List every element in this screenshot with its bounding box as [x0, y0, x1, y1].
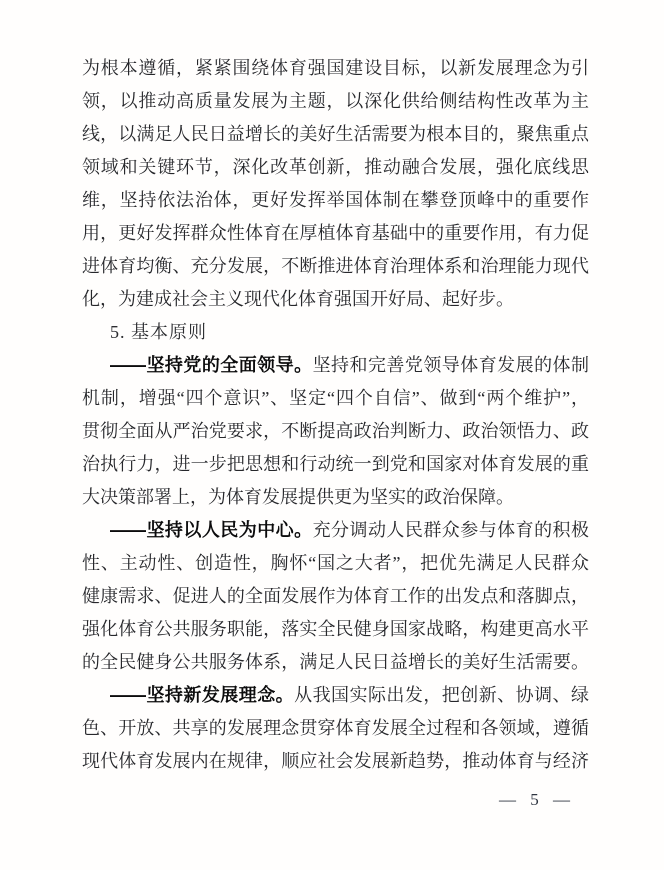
page-number: — 5 —	[499, 790, 570, 809]
text-line: 的全民健身公共服务体系，满足人民日益增长的美好生活需要。	[82, 652, 589, 672]
text-line: 为根本遵循，紧紧围绕体育强国建设目标，以新发展理念为引	[82, 58, 589, 78]
document-body	[82, 52, 589, 778]
text-line: 现代体育发展内在规律，顺应社会发展新趋势，推动体育与经济	[82, 751, 589, 771]
text-line: 5. 基本原则	[110, 322, 207, 342]
text-line: 用，更好发挥群众性体育在厚植体育基础中的重要作用，有力促	[82, 223, 589, 243]
text-line: 领域和关键环节，深化改革创新，推动融合发展，强化底线思	[82, 157, 589, 177]
text-line: 健康需求、促进人的全面发展作为体育工作的出发点和落脚点，	[82, 586, 589, 606]
text-line: 贯彻全面从严治党要求，不断提高政治判断力、政治领悟力、政	[82, 421, 589, 441]
bold-lead-text: ——坚持党的全面领导。	[110, 355, 313, 375]
bold-lead-text: ——坚持新发展理念。	[110, 685, 295, 705]
text-line: ——坚持以人民为中心。充分调动人民群众参与体育的积极	[110, 520, 590, 540]
text-line: 性、主动性、创造性，胸怀“国之大者”，把优先满足人民群众	[82, 553, 589, 573]
text-line: 进体育均衡、充分发展，不断推进体育治理体系和治理能力现代	[82, 256, 589, 276]
text-line: 化，为建成社会主义现代化体育强国开好局、起好步。	[82, 289, 514, 309]
text-line: 色、开放、共享的发展理念贯穿体育发展全过程和各领域，遵循	[82, 718, 589, 738]
text-line: ——坚持党的全面领导。坚持和完善党领导体育发展的体制	[110, 355, 590, 375]
text-line: 强化体育公共服务职能，落实全民健身国家战略，构建更高水平	[82, 619, 589, 639]
bold-lead-text: ——坚持以人民为中心。	[110, 520, 313, 540]
text-line: 治执行力，进一步把思想和行动统一到党和国家对体育发展的重	[82, 454, 589, 474]
text-line: ——坚持新发展理念。从我国实际出发，把创新、协调、绿	[110, 685, 589, 705]
text-line: 领，以推动高质量发展为主题，以深化供给侧结构性改革为主	[82, 91, 589, 111]
text-line: 线，以满足人民日益增长的美好生活需要为根本目的，聚焦重点	[82, 124, 589, 144]
text-line: 大决策部署上，为体育发展提供更为坚实的政治保障。	[82, 487, 514, 507]
text-line: 维，坚持依法治体，更好发挥举国体制在攀登顶峰中的重要作	[82, 190, 589, 210]
text-line: 机制，增强“四个意识”、坚定“四个自信”、做到“两个维护”，	[82, 388, 589, 408]
